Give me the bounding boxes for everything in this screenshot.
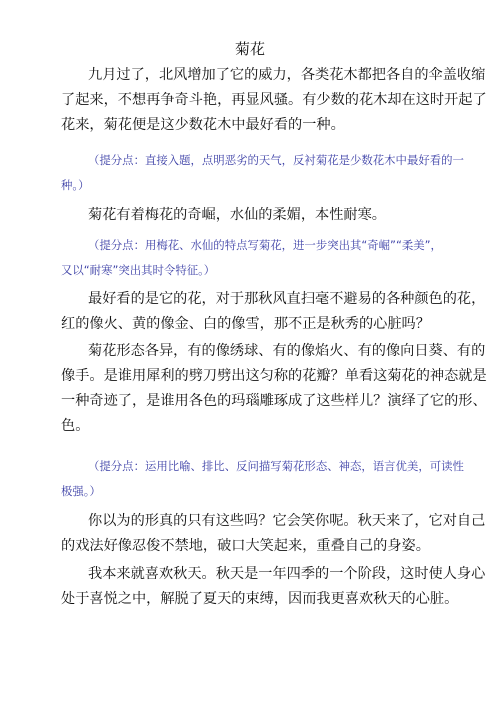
paragraph: [61, 562, 486, 612]
annotation-note: [61, 233, 449, 283]
paragraph-line: 最好看的是它的花，对于那秋风直扫毫不避易的各种颜色的花，: [88, 291, 486, 307]
paragraph-line: 我本来就喜欢秋天。秋天是一年四季的一个阶段，这时使人身心: [88, 566, 486, 582]
note-line: 又以“耐寒”突出其时令特征。）: [61, 263, 216, 277]
paragraph-line: 了起来，不想再争奇斗艳，再显风骚。有少数的花木却在这时开起了: [61, 92, 487, 108]
paragraph-line: 菊花形态各异，有的像绣球、有的像焰火、有的像向日葵、有的: [88, 343, 486, 359]
paragraph: [61, 63, 487, 138]
paragraph-line: 像手。是谁用犀利的劈刀劈出这匀称的花瓣？单看这菊花的神态就是: [61, 368, 487, 384]
paragraph-line: 的戏法好像忍俊不禁地，破口大笑起来，重叠自己的身姿。: [61, 538, 430, 554]
paragraph-line: 花来，菊花便是这少数花木中最好看的一种。: [61, 117, 345, 133]
note-line: 极强。）: [61, 484, 101, 498]
paragraph: [61, 287, 486, 337]
paragraph-line: 红的像火、黄的像金、白的像雪，那不正是秋秀的心脏吗？: [61, 316, 430, 332]
paragraph-line: 处于喜悦之中，解脱了夏天的束缚，因而我更喜欢秋天的心脏。: [61, 591, 459, 607]
page-title: 菊花: [234, 40, 265, 58]
note-line: （提分点：运用比喻、排比、反问描写菊花形态、神态，语言优美，可读性: [88, 459, 464, 473]
paragraph: [61, 339, 487, 439]
paragraph-line: 一种奇迹了，是谁用各色的玛瑙雕琢成了这些样儿？演绎了它的形、: [61, 393, 487, 409]
paragraph: [61, 509, 486, 559]
paragraph-line: 你以为的形真的只有这些吗？它会笑你呢。秋天来了，它对自己: [88, 513, 486, 529]
paragraph-line: 色。: [61, 418, 90, 434]
note-line: 种。）: [61, 178, 90, 192]
annotation-note: [61, 454, 464, 504]
paragraph-line: 九月过了，北风增加了它的威力，各类花木都把各自的伞盖收缩: [88, 67, 486, 83]
note-line: （提分点：直接入题，点明恶劣的天气，反衬菊花是少数花木中最好看的一: [88, 153, 464, 167]
note-line: （提分点：用梅花、水仙的特点写菊花，进一步突出其“奇崛”“柔美”，: [88, 238, 442, 252]
annotation-note: [61, 148, 464, 198]
paragraph: [61, 203, 449, 228]
paragraph-line: 菊花有着梅花的奇崛，水仙的柔媚，本性耐寒。: [88, 207, 386, 223]
